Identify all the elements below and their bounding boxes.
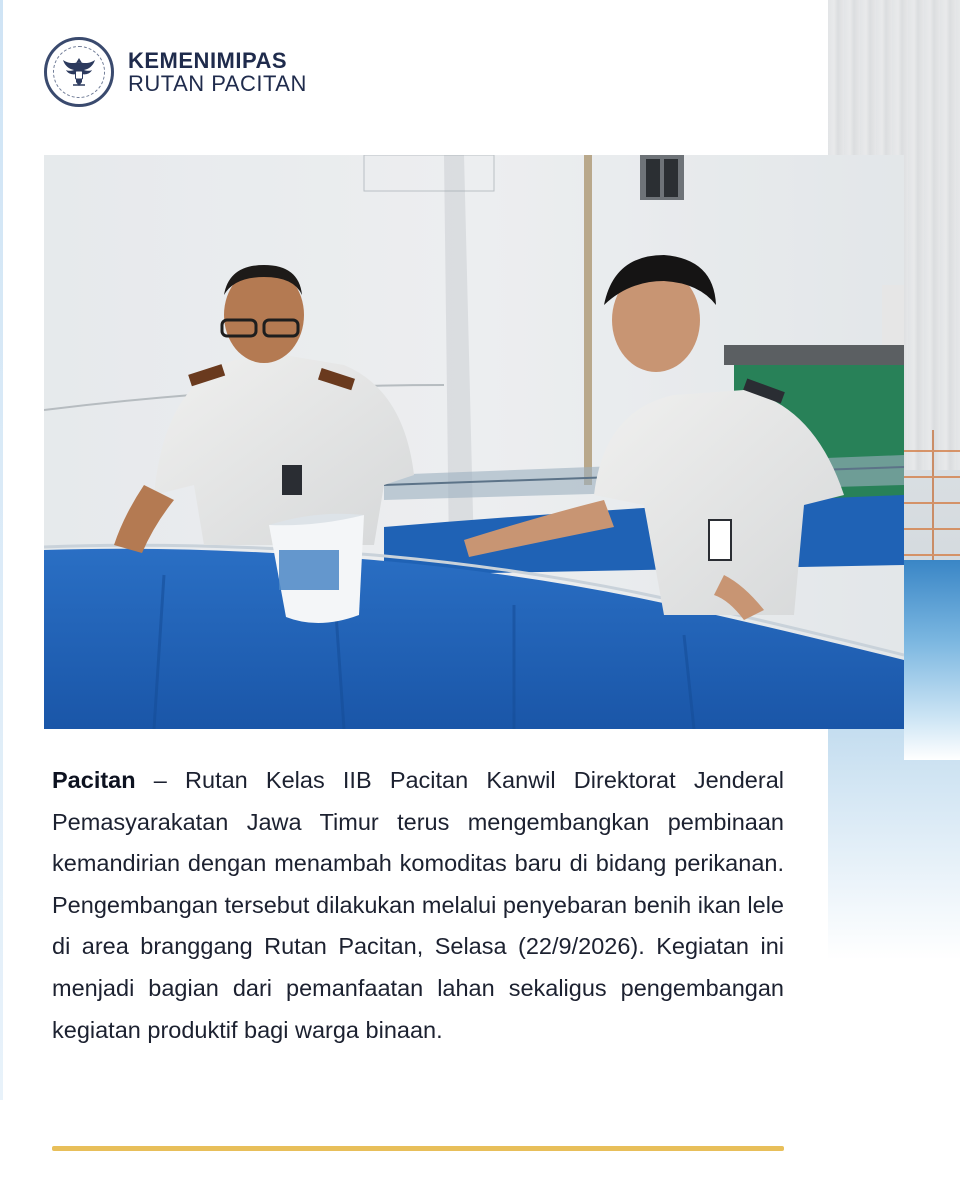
photo-illustration [44, 155, 904, 729]
left-edge-accent [0, 0, 3, 1100]
article-lead: Pacitan [52, 767, 136, 793]
background-fence [904, 430, 960, 580]
brand-text [128, 49, 307, 95]
article-body [52, 760, 784, 1051]
article-text: – Rutan Kelas IIB Pacitan Kanwil Direktorat Jenderal Pemasyarakatan Jawa Timur terus mengembangkan pembinaan kemandirian dengan menambah komoditas baru di bidang perikanan. Pengembangan tersebut dilakukan melalui penyebaran benih ikan lele di area branggang Rutan Pacitan, Selasa (22/9/2026). Kegiatan ini menjadi bagian dari pemanfaatan lahan sekaligus pengembangan kegiatan produktif bagi warga binaan. [52, 767, 784, 1043]
gold-divider [52, 1146, 784, 1151]
brand-line2: RUTAN PACITAN [128, 71, 307, 96]
background-water [904, 560, 960, 760]
logo-ring [53, 46, 105, 98]
header [44, 36, 307, 108]
garuda-emblem-icon [44, 37, 114, 107]
news-photo [44, 155, 904, 729]
brand-line1: KEMENIMIPAS [128, 47, 288, 73]
